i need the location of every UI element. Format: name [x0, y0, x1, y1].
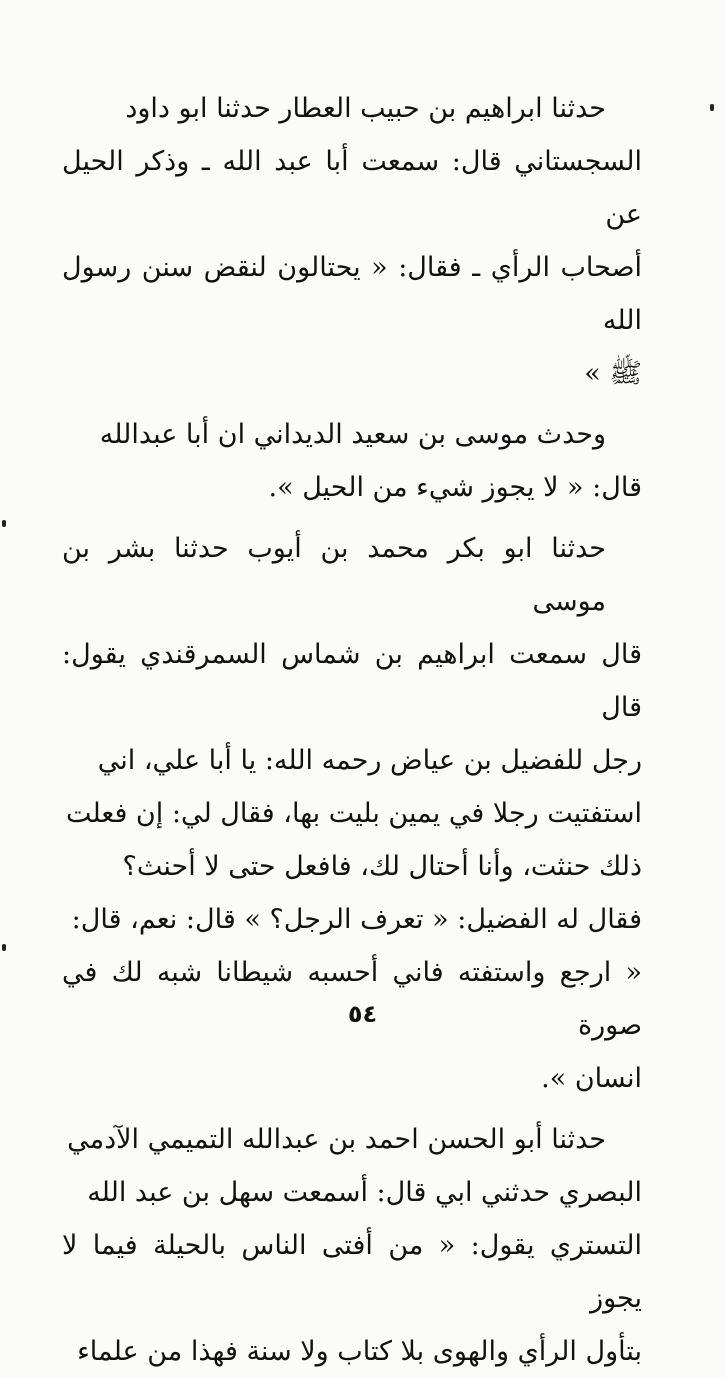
text-line: حدثنا ابو بكر محمد بن أيوب حدثنا بشر بن موسى — [62, 533, 606, 617]
text-line: التستري يقول: « من أفتى الناس بالحيلة فيما لا يجوز — [62, 1230, 642, 1314]
text-line: أصحاب الرأي ـ فقال: « يحتالون لنقض سنن رسول الله — [62, 252, 642, 336]
paragraph-hadith-1 — [62, 82, 642, 400]
text-line: ﷺ » — [584, 358, 642, 389]
text-line: قال: « لا يجوز شيء من الحيل ». — [268, 472, 642, 503]
text-line: البصري حدثني ابي قال: أسمعت سهل بن عبد الله — [87, 1177, 642, 1208]
text-line: بتأول الرأي والهوى بلا كتاب ولا سنة فهذا من علماء — [77, 1336, 642, 1367]
text-line: وحدث موسى بن سعيد الديداني ان أبا عبدالله — [99, 419, 606, 450]
margin-mark — [710, 104, 714, 111]
text-line: « ارجع واستفته فاني أحسبه شيطانا شبه لك في صورة — [62, 957, 642, 1041]
margin-mark — [2, 520, 6, 527]
page-body-text — [62, 82, 642, 1378]
text-line: قال سمعت ابراهيم بن شماس السمرقندي يقول: قال — [62, 639, 642, 723]
text-line: استفتيت رجلا في يمين بليت بها، فقال لي: إن فعلت — [65, 798, 642, 829]
text-line: ذلك حنثت، وأنا أحتال لك، فافعل حتى لا أحنث؟ — [122, 851, 642, 882]
text-line: انسان ». — [541, 1063, 642, 1094]
text-line: السجستاني قال: سمعت أبا عبد الله ـ وذكر الحيل عن — [62, 146, 642, 230]
text-line: حدثنا ابراهيم بن حبيب العطار حدثنا ابو داود — [125, 93, 606, 124]
margin-mark — [2, 944, 6, 951]
text-line: رجل للفضيل بن عياض رحمه الله: يا أبا علي، اني — [97, 745, 642, 776]
text-line: فقال له الفضيل: « تعرف الرجل؟ » قال: نعم، قال: — [71, 904, 642, 935]
text-line: حدثنا أبو الحسن احمد بن عبدالله التميمي الآدمي — [67, 1124, 606, 1155]
page-number: ٥٤ — [347, 1000, 378, 1028]
paragraph-hadith-4 — [62, 1113, 642, 1378]
paragraph-hadith-2 — [62, 408, 642, 514]
